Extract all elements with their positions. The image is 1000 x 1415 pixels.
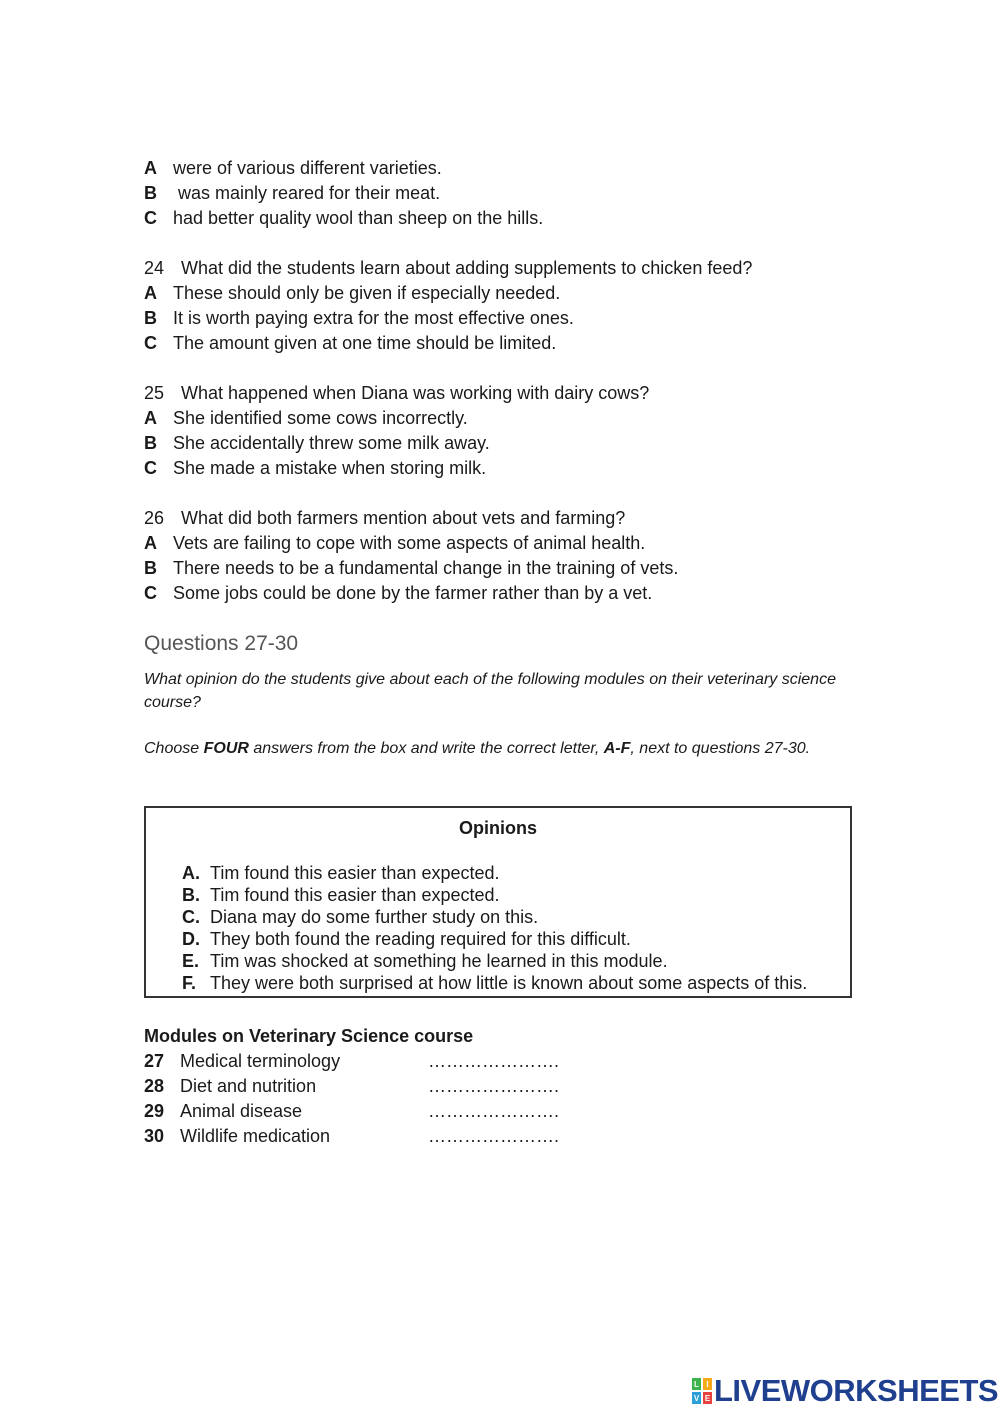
opinion-item-c: C. Diana may do some further study on this. (182, 907, 539, 927)
opinion-item-f: F. They were both surprised at how little is known about some aspects of this. (182, 973, 808, 993)
opinion-item-b: B. Tim found this easier than expected. (182, 885, 500, 905)
question-24: 24 What did the students learn about adding supplements to chicken feed? (144, 258, 753, 278)
question-25: 25 What happened when Diana was working with dairy cows? (144, 383, 650, 403)
opinion-item-a: A. Tim found this easier than expected. (182, 863, 500, 883)
q25-option-a[interactable]: A She identified some cows incorrectly. (144, 408, 468, 428)
answer-field-29[interactable]: …………………. (428, 1101, 560, 1121)
opinions-title: Opinions (459, 818, 537, 838)
q23-option-a[interactable]: A were of various different varieties. (144, 158, 442, 178)
opinions-list (182, 862, 807, 994)
opinions-box (144, 806, 852, 998)
svg-text:V: V (693, 1394, 700, 1403)
svg-text:E: E (704, 1394, 711, 1403)
q26-option-c[interactable]: C Some jobs could be done by the farmer rather than by a vet. (144, 583, 653, 603)
q24-option-a[interactable]: A These should only be given if especially needed. (144, 283, 561, 303)
liveworksheets-logo-icon (692, 1378, 712, 1404)
q24-option-c[interactable]: C The amount given at one time should be limited. (144, 333, 557, 353)
answer-field-28[interactable]: …………………. (428, 1076, 560, 1096)
liveworksheets-logo (692, 1374, 998, 1408)
answer-field-27[interactable]: …………………. (428, 1051, 560, 1071)
q25-option-c[interactable]: C She made a mistake when storing milk. (144, 458, 487, 478)
instruction-choose: Choose FOUR answers from the box and write the correct letter, A-F, next to questions 27-30. (144, 740, 811, 757)
logo-text: LIVEWORKSHEETS (714, 1373, 999, 1408)
module-row-27: 27 Medical terminology …………………. (144, 1049, 559, 1074)
q25-option-b[interactable]: B She accidentally threw some milk away. (144, 433, 490, 453)
q24-option-b[interactable]: B It is worth paying extra for the most effective ones. (144, 308, 574, 328)
q23-option-b[interactable]: B was mainly reared for their meat. (144, 183, 441, 203)
svg-text:L: L (694, 1380, 699, 1389)
opinion-item-d: D. They both found the reading required for this difficult. (182, 929, 631, 949)
module-row-28: 28 Diet and nutrition …………………. (144, 1074, 559, 1099)
opinion-item-e: E. Tim was shocked at something he learned in this module. (182, 951, 668, 971)
q23-option-c[interactable]: C had better quality wool than sheep on the hills. (144, 208, 544, 228)
section-heading: Questions 27-30 (144, 632, 299, 655)
svg-text:I: I (706, 1380, 709, 1389)
q26-option-b[interactable]: B There needs to be a fundamental change in the training of vets. (144, 558, 679, 578)
answer-field-30[interactable]: …………………. (428, 1126, 560, 1146)
module-row-29: 29 Animal disease …………………. (144, 1099, 559, 1124)
module-row-30: 30 Wildlife medication …………………. (144, 1124, 559, 1149)
instruction-question: What opinion do the students give about each of the following modules on their veterinary science course? (144, 671, 836, 711)
q26-option-a[interactable]: A Vets are failing to cope with some aspects of animal health. (144, 533, 646, 553)
modules-heading: Modules on Veterinary Science course (144, 1026, 474, 1046)
question-26: 26 What did both farmers mention about vets and farming? (144, 508, 626, 528)
